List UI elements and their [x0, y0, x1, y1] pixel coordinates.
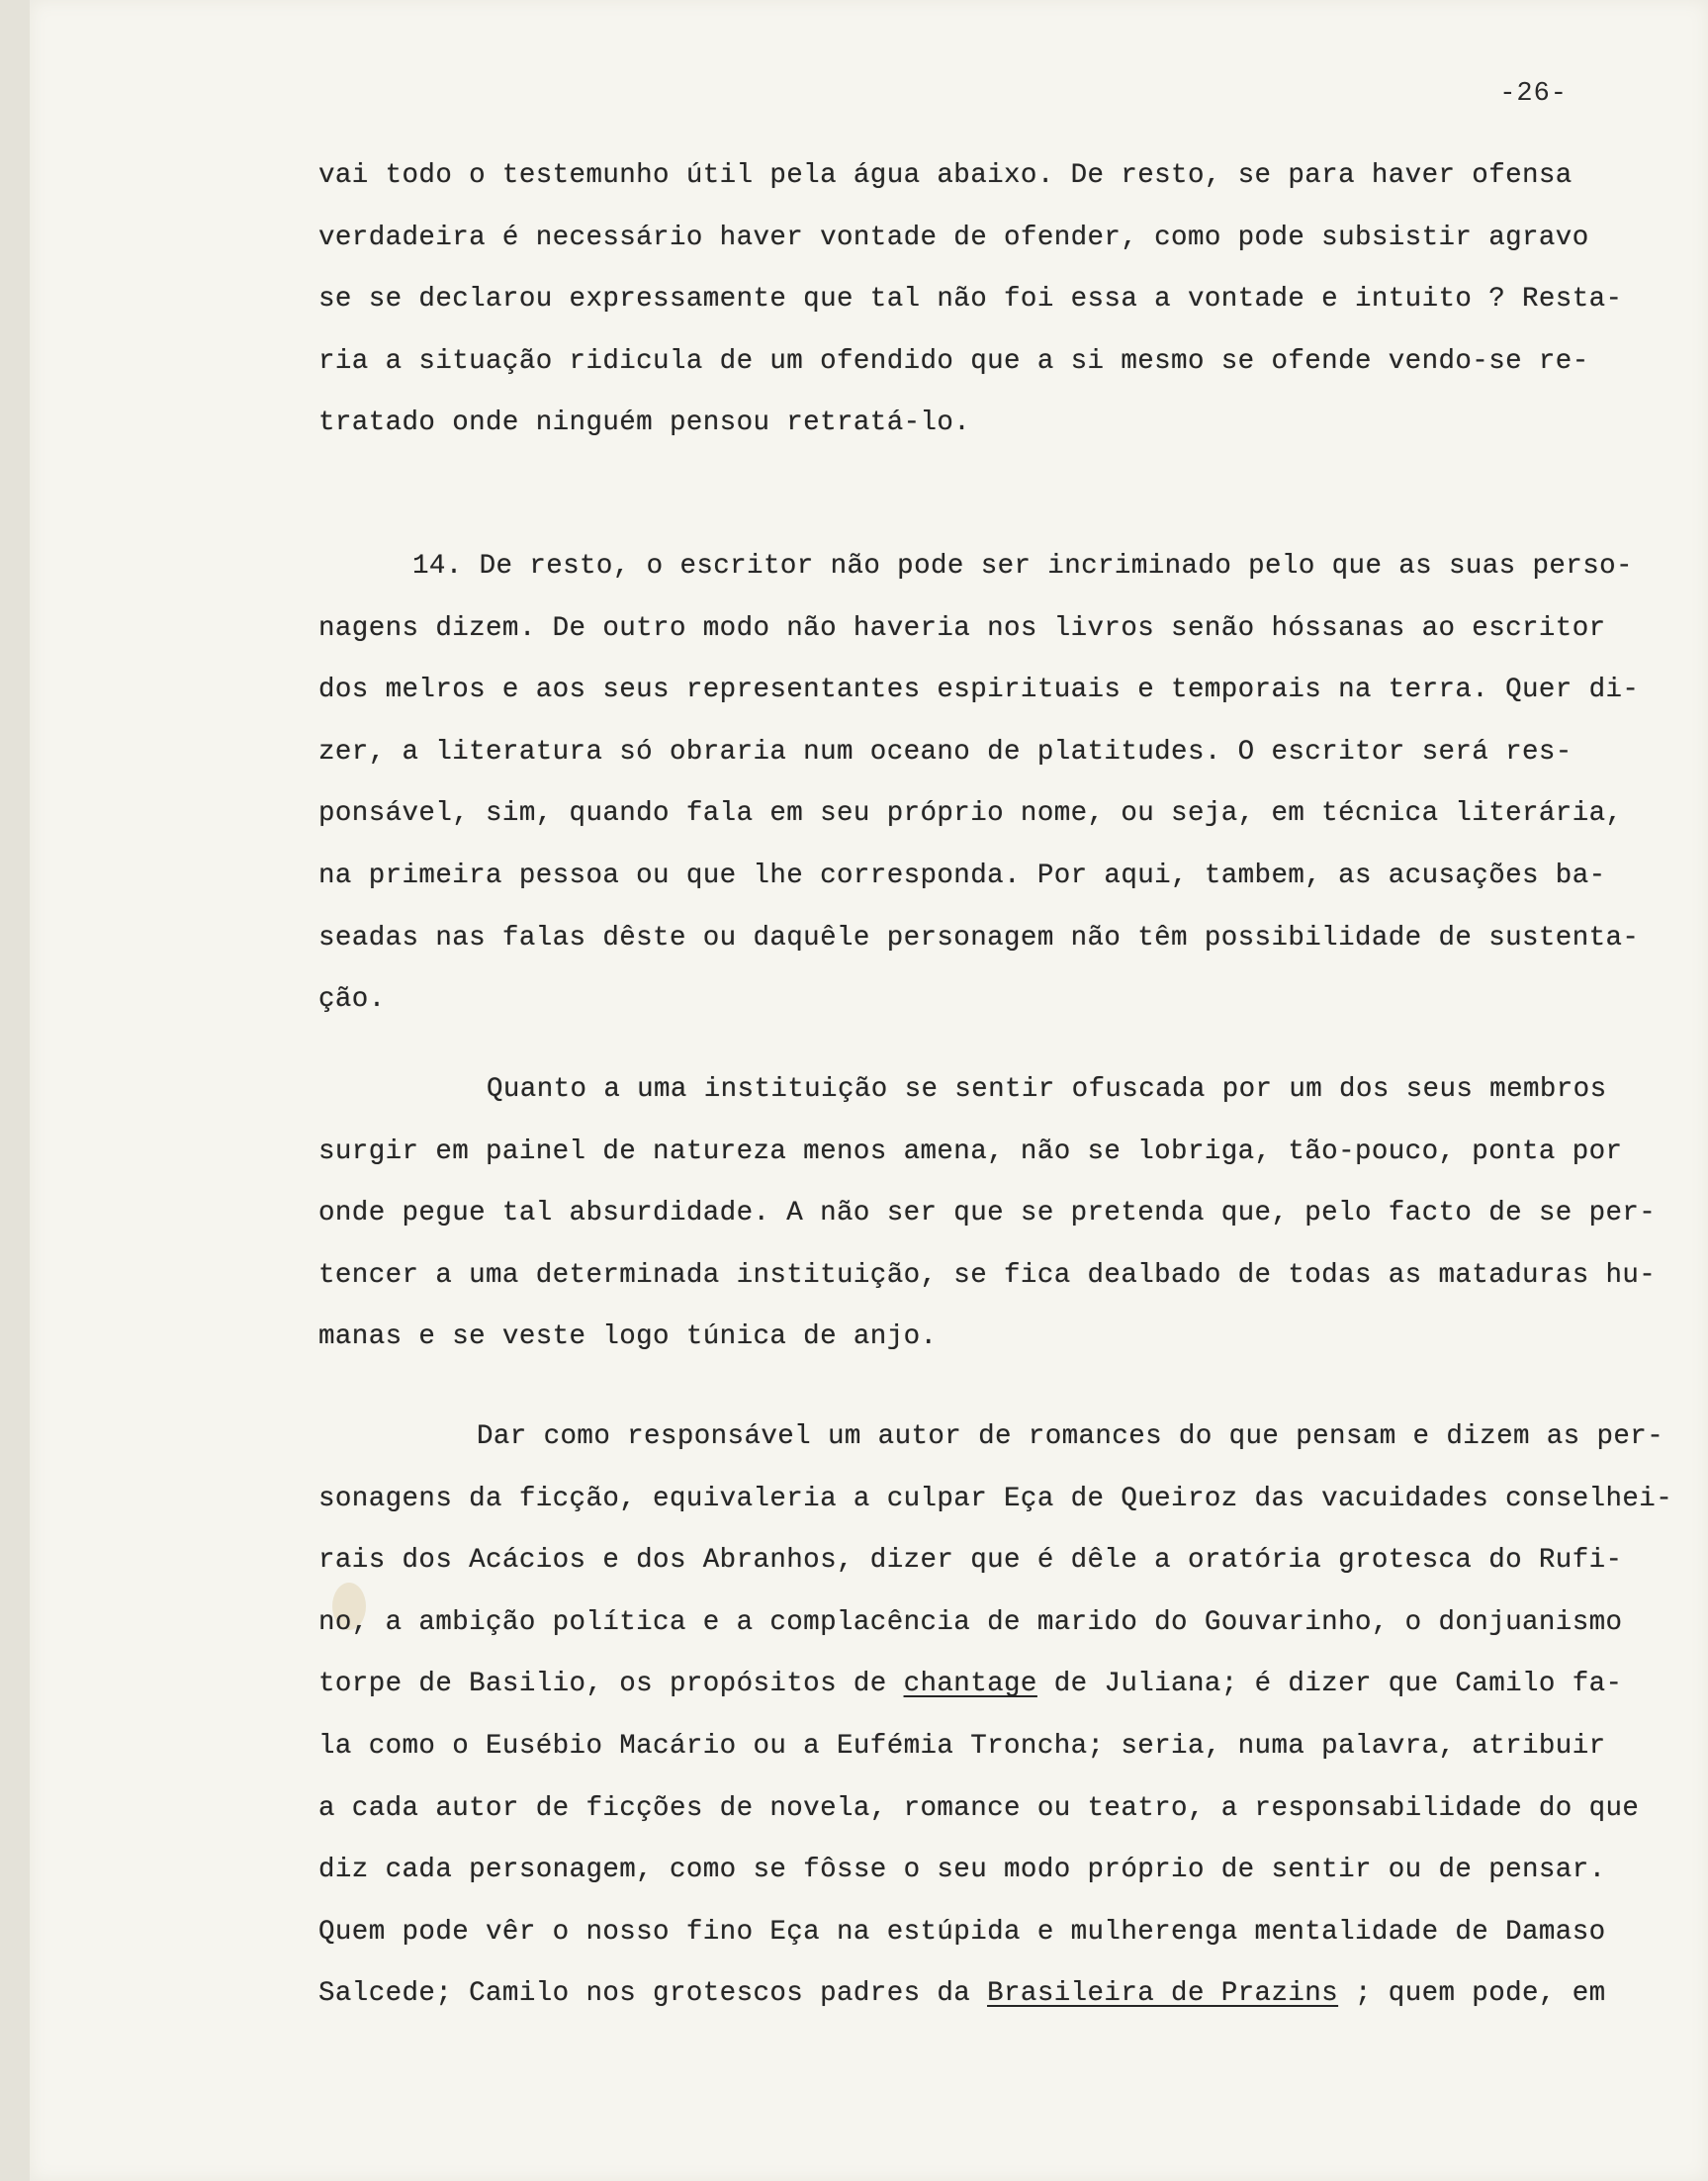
text-line: diz cada personagem, como se fôsse o seu modo próprio de sentir ou de pensar.: [318, 1855, 1606, 1886]
text-line: verdadeira é necessário haver vontade de ofender, como pode subsistir agravo: [318, 222, 1589, 253]
text-line: sonagens da ficção, equivaleria a culpar Eça de Queiroz das vacuidades conselhei-: [318, 1483, 1673, 1514]
text-line: a cada autor de ficções de novela, romance ou teatro, a responsabilidade do que: [318, 1792, 1640, 1824]
text-line: ponsável, sim, quando fala em seu próprio nome, ou seja, em técnica literária,: [318, 798, 1623, 830]
text-line: la como o Eusébio Macário ou a Eufémia Troncha; seria, numa palavra, atribuir: [318, 1730, 1606, 1762]
text-line: ria a situação ridicula de um ofendido que a si mesmo se ofende vendo-se re-: [318, 345, 1589, 377]
text-line: seadas nas falas dêste ou daquêle personagem não têm possibilidade de sustenta-: [318, 922, 1640, 954]
text-line: rais dos Acácios e dos Abranhos, dizer que é dêle a oratória grotesca do Rufi-: [318, 1545, 1623, 1577]
text-line: 14. De resto, o escritor não pode ser incriminado pelo que as suas perso-: [412, 551, 1633, 582]
text-segment: ; quem pode, em: [1338, 1978, 1606, 2010]
text-line: onde pegue tal absurdidade. A não ser que se pretenda que, pelo facto de se per-: [318, 1198, 1657, 1229]
text-line: tencer a uma determinada instituição, se fica dealbado de todas as mataduras hu-: [318, 1259, 1657, 1291]
text-segment: de Juliana; é dizer que Camilo fa-: [1036, 1669, 1623, 1700]
text-line: Quem pode vêr o nosso fino Eça na estúpida e mulherenga mentalidade de Damaso: [318, 1916, 1606, 1948]
text-line: Quanto a uma instituição se sentir ofuscada por um dos seus membros: [487, 1074, 1607, 1105]
text-line: se se declarou expressamente que tal não foi essa a vontade e intuito ? Resta-: [318, 284, 1623, 316]
text-line: na primeira pessoa ou que lhe corresponda. Por aqui, tambem, as acusações ba-: [318, 860, 1606, 891]
page-number: -26-: [1499, 79, 1568, 109]
text-line: no, a ambição política e a complacência de marido do Gouvarinho, o donjuanismo: [318, 1606, 1623, 1638]
page-edge: [0, 0, 30, 2181]
text-line: Dar como responsável um autor de romances do que pensam e dizem as per-: [477, 1421, 1664, 1452]
text-line: zer, a literatura só obraria num oceano de platitudes. O escritor será res-: [318, 736, 1573, 768]
text-line: [318, 1963, 1624, 2026]
paragraph-3: [318, 1059, 1657, 1369]
text-segment: Salcede; Camilo nos grotescos padres da: [318, 1978, 988, 2010]
paragraph-2: [318, 536, 1640, 1032]
paragraph-1: [318, 145, 1624, 455]
text-line: vai todo o testemunho útil pela água abaixo. De resto, se para haver ofensa: [318, 160, 1573, 191]
text-line: ção.: [318, 984, 386, 1016]
text-line: nagens dizem. De outro modo não haveria nos livros senão hóssanas ao escritor: [318, 612, 1606, 644]
underlined-title: Brasileira de Prazins: [987, 1978, 1339, 2010]
text-line: dos melros e aos seus representantes espirituais e temporais na terra. Quer di-: [318, 675, 1640, 706]
text-line: surgir em painel de natureza menos amena, não se lobriga, tão-pouco, ponta por: [318, 1136, 1623, 1167]
paragraph-4: [318, 1407, 1673, 2026]
text-line: manas e se veste logo túnica de anjo.: [318, 1321, 938, 1353]
text-line: tratado onde ninguém pensou retratá-lo.: [318, 408, 971, 439]
text-line: [318, 1654, 1624, 1716]
underlined-term: chantage: [903, 1669, 1037, 1700]
text-segment: torpe de Basilio, os propósitos de: [318, 1669, 904, 1700]
